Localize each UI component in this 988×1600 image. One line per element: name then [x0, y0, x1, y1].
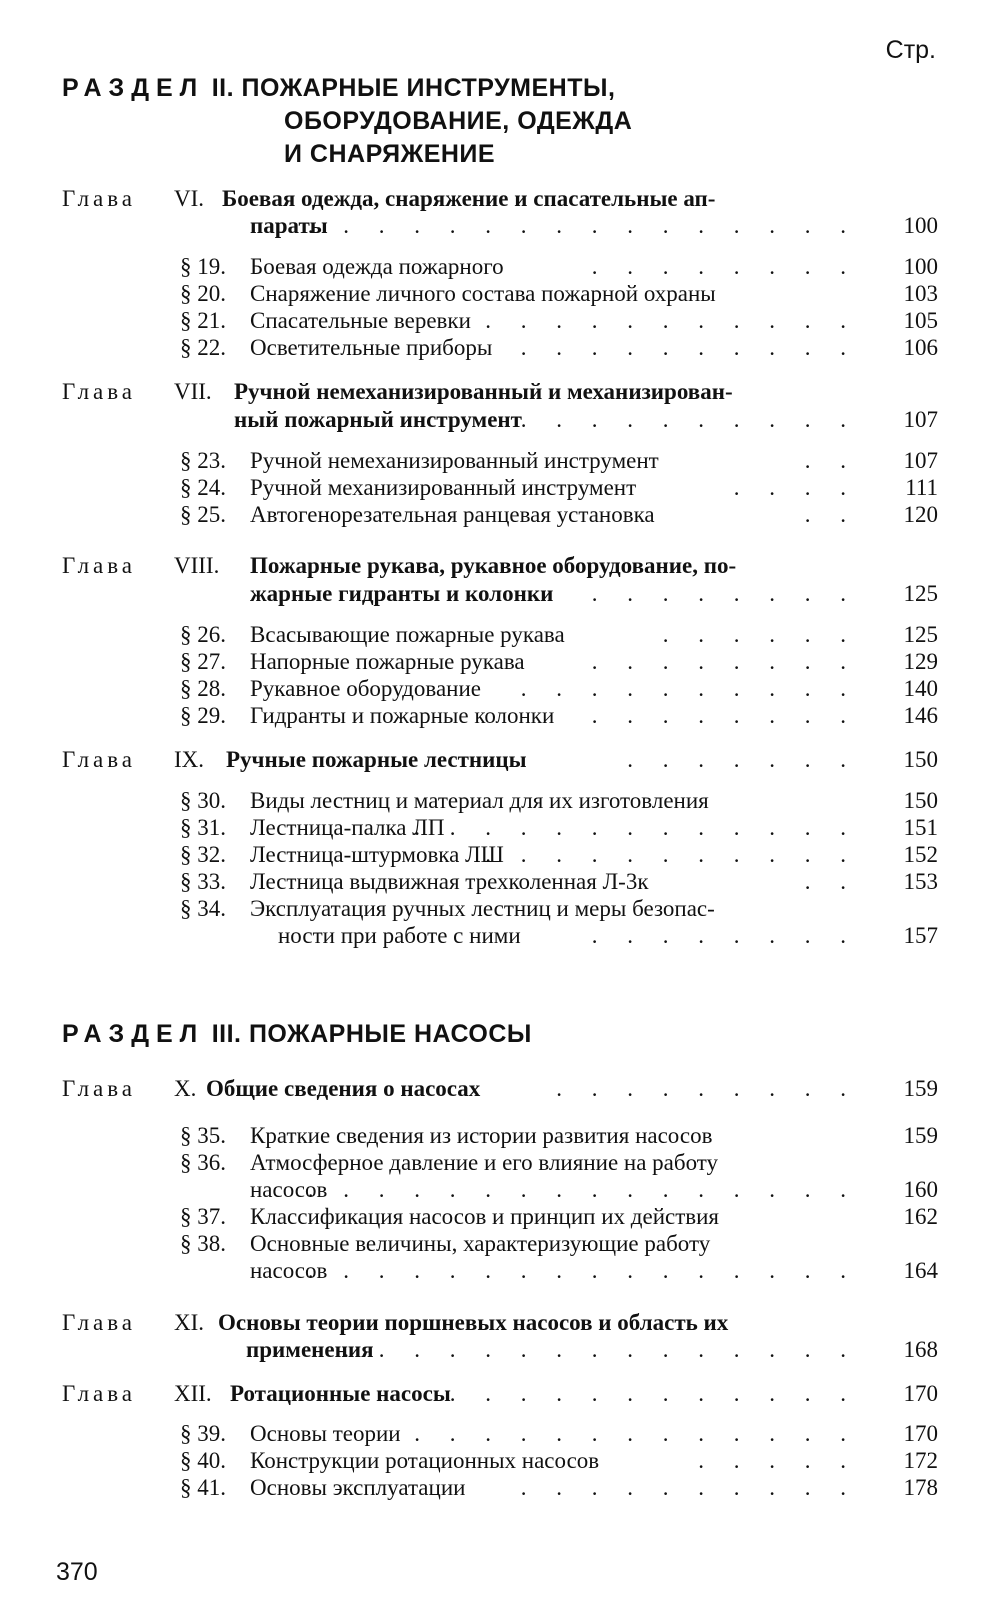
leader-dots: . . . . . . . . . . .	[485, 842, 858, 867]
chapter-number: VI.	[174, 186, 205, 211]
page-number: 105	[903, 308, 938, 333]
section-heading-3	[62, 1018, 532, 1051]
paragraph-title: Основные величины, характеризующие работу	[250, 1231, 711, 1256]
page-number: 170	[903, 1381, 938, 1406]
chapter-7-line-2	[0, 406, 988, 434]
paragraph-title: Спасательные веревки	[250, 308, 471, 333]
chapter-word: Глава	[62, 747, 137, 772]
page-number: 146	[903, 703, 938, 728]
page-number: 150	[903, 747, 938, 772]
paragraph-number: § 41.	[180, 1475, 226, 1500]
toc-entry	[0, 334, 988, 362]
paragraph-number: § 35.	[180, 1123, 226, 1148]
toc-entry	[0, 621, 988, 649]
paragraph-number: § 36.	[180, 1150, 226, 1175]
toc-entry	[0, 474, 988, 502]
page-number: 125	[903, 622, 938, 647]
page-number: 125	[903, 581, 938, 606]
leader-dots: . . . . . . . . . .	[520, 1475, 858, 1500]
page-number: 103	[903, 281, 938, 306]
toc-entry	[0, 1474, 988, 1502]
leader-dots: . . . . . . . .	[591, 703, 858, 728]
paragraph-number: § 34.	[180, 896, 226, 921]
chapter-11-line-2	[0, 1336, 988, 1364]
paragraph-number: § 37.	[180, 1204, 226, 1229]
leader-dots: . . . . .	[698, 1448, 858, 1473]
toc-entry	[0, 447, 988, 475]
page-number: 162	[903, 1204, 938, 1229]
paragraph-title: Осветительные приборы	[250, 335, 493, 360]
leader-dots: . . . . . . . . . .	[520, 335, 858, 360]
page-number: 100	[903, 213, 938, 238]
leader-dots: . . . . . . . .	[591, 923, 858, 948]
leader-dots: . . . . . . . . . . . .	[449, 1381, 858, 1406]
chapter-title: Ручной немеханизированный и механизирован-	[234, 379, 733, 404]
paragraph-number: § 25.	[180, 502, 226, 527]
chapter-number: VII.	[174, 379, 212, 404]
paragraph-number: § 40.	[180, 1448, 226, 1473]
toc-entry	[0, 787, 988, 815]
page-number: 159	[903, 1076, 938, 1101]
chapter-number: IX.	[174, 747, 205, 772]
toc-entry	[0, 501, 988, 529]
toc-entry-continuation	[0, 1176, 988, 1204]
section-word: РАЗДЕЛ	[62, 1020, 205, 1048]
paragraph-number: § 32.	[180, 842, 226, 867]
page-number: 111	[905, 475, 938, 500]
paragraph-title: Основы эксплуатации	[250, 1475, 466, 1500]
toc-entry	[0, 1203, 988, 1231]
leader-dots: . . . . . . . .	[591, 581, 858, 606]
paragraph-number: § 39.	[180, 1421, 226, 1446]
page-number: 172	[903, 1448, 938, 1473]
chapter-title-continuation: ный пожарный инструмент	[234, 407, 522, 432]
chapter-8-line-1	[0, 552, 988, 580]
toc-entry	[0, 814, 988, 842]
toc-entry	[0, 648, 988, 676]
paragraph-number: § 33.	[180, 869, 226, 894]
page-number: 120	[903, 502, 938, 527]
toc-entry	[0, 868, 988, 896]
chapter-title: Ручные пожарные лестницы	[226, 747, 527, 772]
paragraph-title: Краткие сведения из истории развития насосов	[250, 1123, 713, 1148]
page-number: 100	[903, 254, 938, 279]
paragraph-title: Гидранты и пожарные колонки	[250, 703, 555, 728]
toc-entry	[0, 280, 988, 308]
page-number: 168	[903, 1337, 938, 1362]
chapter-number: X.	[174, 1076, 197, 1101]
toc-entry	[0, 675, 988, 703]
paragraph-title: Автогенорезательная ранцевая установка	[250, 502, 655, 527]
leader-dots: . . . . . . . . . .	[520, 407, 858, 432]
toc-entry	[0, 895, 988, 923]
section-title-line-2: ОБОРУДОВАНИЕ, ОДЕЖДА	[284, 107, 633, 135]
leader-dots: . . . . . . . .	[591, 649, 858, 674]
section-numeral: II.	[211, 74, 235, 102]
paragraph-title: Классификация насосов и принцип их действия	[250, 1204, 720, 1229]
paragraph-title: Конструкции ротационных насосов	[250, 1448, 600, 1473]
chapter-11-line-1	[0, 1309, 988, 1337]
chapter-6-line-1	[0, 185, 988, 213]
paragraph-title: Ручной механизированный инструмент	[250, 475, 637, 500]
paragraph-number: § 31.	[180, 815, 226, 840]
leader-dots: . . . . . . . . .	[556, 1076, 858, 1101]
paragraph-title: Лестница выдвижная трехколенная Л-3к	[250, 869, 649, 894]
paragraph-number: § 24.	[180, 475, 226, 500]
page-number: 160	[903, 1177, 938, 1202]
page-number: 107	[903, 407, 938, 432]
paragraph-title-continuation: насосов	[250, 1177, 328, 1202]
paragraph-number: § 22.	[180, 335, 226, 360]
chapter-title: Основы теории поршневых насосов и область их	[218, 1310, 729, 1335]
toc-entry	[0, 1230, 988, 1258]
page-number: 150	[903, 788, 938, 813]
folio-page-number: 370	[56, 1558, 98, 1586]
toc-entry-continuation	[0, 922, 988, 950]
paragraph-title: Лестница-штурмовка ЛШ	[250, 842, 504, 867]
paragraph-title: Эксплуатация ручных лестниц и меры безопас-	[250, 896, 715, 921]
page-number: 157	[903, 923, 938, 948]
leader-dots: . .	[804, 869, 858, 894]
page-column-header: Стр.	[885, 36, 936, 64]
chapter-title: Ротационные насосы	[230, 1381, 451, 1406]
page-number: 170	[903, 1421, 938, 1446]
toc-entry	[0, 1149, 988, 1177]
paragraph-title: Всасывающие пожарные рукава	[250, 622, 565, 647]
leader-dots: . . . . . . . . . . . . .	[414, 815, 858, 840]
paragraph-number: § 27.	[180, 649, 226, 674]
section-heading-2	[62, 72, 632, 171]
chapter-title: Общие сведения о насосах	[206, 1076, 481, 1101]
leader-dots: . . . . . . . . . . . . . . .	[343, 1337, 858, 1362]
paragraph-title-continuation: ности при работе с ними	[278, 923, 521, 948]
paragraph-title: Лестница-палка ЛП	[250, 815, 445, 840]
paragraph-number: § 20.	[180, 281, 226, 306]
paragraph-title-continuation: насосов	[250, 1258, 328, 1283]
paragraph-title: Ручной немеханизированный инструмент	[250, 448, 659, 473]
paragraph-number: § 30.	[180, 788, 226, 813]
paragraph-title: Боевая одежда пожарного	[250, 254, 504, 279]
chapter-10-line-1	[0, 1075, 988, 1103]
paragraph-number: § 26.	[180, 622, 226, 647]
chapter-7-line-1	[0, 378, 988, 406]
paragraph-title: Виды лестниц и материал для их изготовления	[250, 788, 709, 813]
leader-dots: . . . . . . . . . . . . . . . .	[307, 1258, 858, 1283]
chapter-number: VIII.	[174, 553, 220, 578]
leader-dots: . . . . . . . . . .	[520, 676, 858, 701]
chapter-word: Глава	[62, 553, 137, 578]
chapter-title-continuation: жарные гидранты и колонки	[250, 581, 554, 606]
page-number: 159	[903, 1123, 938, 1148]
chapter-title-continuation: параты	[250, 213, 328, 238]
paragraph-title: Рукавное оборудование	[250, 676, 481, 701]
paragraph-number: § 19.	[180, 254, 226, 279]
leader-dots: . . . . . . .	[627, 747, 858, 772]
paragraph-title: Атмосферное давление и его влияние на работу	[250, 1150, 719, 1175]
leader-dots: . . . . . .	[662, 622, 858, 647]
paragraph-title: Снаряжение личного состава пожарной охраны	[250, 281, 716, 306]
leader-dots: . . . . . . . . . . .	[485, 308, 858, 333]
chapter-6-line-2	[0, 212, 988, 240]
leader-dots: . . . .	[733, 475, 858, 500]
paragraph-number: § 29.	[180, 703, 226, 728]
section-title-line-1: ПОЖАРНЫЕ ИНСТРУМЕНТЫ,	[241, 74, 616, 102]
paragraph-title: Основы теории	[250, 1421, 401, 1446]
page-number: 107	[903, 448, 938, 473]
toc-entry	[0, 307, 988, 335]
page-number: 178	[903, 1475, 938, 1500]
chapter-word: Глава	[62, 1381, 137, 1406]
toc-entry	[0, 253, 988, 281]
paragraph-number: § 21.	[180, 308, 226, 333]
leader-dots: . . . . . . . . . . . . . . . .	[307, 1177, 858, 1202]
leader-dots: . . . . . . . . . . . . .	[414, 1421, 858, 1446]
page-number: 140	[903, 676, 938, 701]
paragraph-number: § 28.	[180, 676, 226, 701]
page-number: 152	[903, 842, 938, 867]
section-title-line-1: ПОЖАРНЫЕ НАСОСЫ	[248, 1020, 532, 1048]
chapter-title-continuation: применения	[246, 1337, 374, 1362]
page-number: 164	[903, 1258, 938, 1283]
chapter-number: XII.	[174, 1381, 212, 1406]
toc-entry	[0, 1122, 988, 1150]
paragraph-number: § 38.	[180, 1231, 226, 1256]
chapter-word: Глава	[62, 1076, 137, 1101]
section-word: РАЗДЕЛ	[62, 74, 205, 102]
leader-dots: . .	[804, 448, 858, 473]
section-numeral: III.	[211, 1020, 242, 1048]
toc-entry	[0, 702, 988, 730]
toc-entry	[0, 1420, 988, 1448]
leader-dots: . .	[804, 502, 858, 527]
chapter-title: Пожарные рукава, рукавное оборудование, по-	[250, 553, 737, 578]
toc-entry-continuation	[0, 1257, 988, 1285]
chapter-12-line-1	[0, 1380, 988, 1408]
toc-entry	[0, 1447, 988, 1475]
chapter-9-line-1	[0, 746, 988, 774]
page-number: 106	[903, 335, 938, 360]
chapter-word: Глава	[62, 379, 137, 404]
toc-entry	[0, 841, 988, 869]
page-number: 153	[903, 869, 938, 894]
leader-dots: . . . . . . . . . . . . . . . .	[307, 213, 858, 238]
leader-dots: . . . . . . . .	[591, 254, 858, 279]
chapter-number: XI.	[174, 1310, 205, 1335]
chapter-title: Боевая одежда, снаряжение и спасательные ап-	[222, 186, 716, 211]
chapter-word: Глава	[62, 1310, 137, 1335]
page-number: 151	[903, 815, 938, 840]
chapter-8-line-2	[0, 580, 988, 608]
paragraph-title: Напорные пожарные рукава	[250, 649, 525, 674]
section-title-line-3: И СНАРЯЖЕНИЕ	[284, 140, 496, 168]
paragraph-number: § 23.	[180, 448, 226, 473]
page-number: 129	[903, 649, 938, 674]
chapter-word: Глава	[62, 186, 137, 211]
